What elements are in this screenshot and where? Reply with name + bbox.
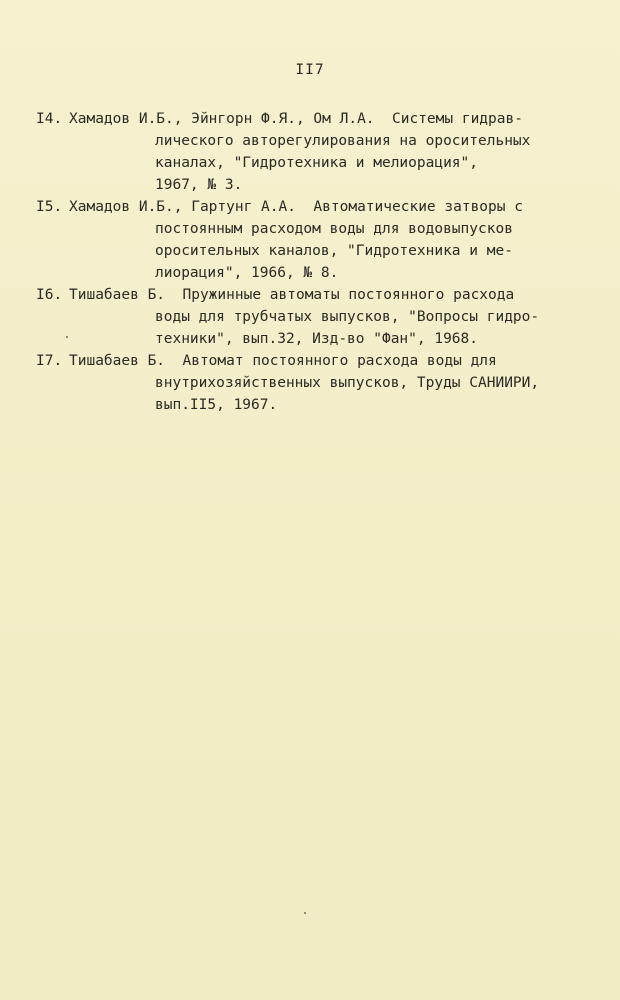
reference-line: 1967, № 3.	[155, 177, 243, 193]
reference-number: I7.	[36, 353, 63, 369]
reference-line: оросительных каналов, "Гидротехника и ме-	[155, 243, 513, 259]
reference-line: внутрихозяйственных выпусков, Труды САНИИРИ,	[155, 375, 540, 391]
reference-list	[36, 108, 596, 416]
reference-number: I4.	[36, 111, 63, 127]
reference-item	[36, 196, 596, 284]
page-number: II7	[295, 62, 325, 78]
reference-line: вып.II5, 1967.	[155, 397, 278, 413]
reference-line: Хамадов И.Б., Гартунг А.А. Автоматические затворы с	[69, 199, 523, 215]
reference-number: I6.	[36, 287, 63, 303]
reference-number: I5.	[36, 199, 63, 215]
reference-line: Хамадов И.Б., Эйнгорн Ф.Я., Ом Л.А. Системы гидрав-	[69, 111, 523, 127]
reference-line: воды для трубчатых выпусков, "Вопросы гидро-	[155, 309, 540, 325]
reference-item	[36, 284, 596, 350]
reference-item	[36, 108, 596, 196]
reference-line: каналах, "Гидротехника и мелиорация",	[155, 155, 479, 171]
reference-item	[36, 350, 596, 416]
reference-line: Тишабаев Б. Пружинные автоматы постоянного расхода	[69, 287, 515, 303]
paper-speck	[304, 912, 306, 914]
paper-speck	[66, 336, 68, 338]
reference-line: техники", вып.32, Изд-во "Фан", 1968.	[155, 331, 479, 347]
reference-line: лиорация", 1966, № 8.	[155, 265, 339, 281]
reference-line: лического авторегулирования на оросительных	[155, 133, 531, 149]
reference-line: Тишабаев Б. Автомат постоянного расхода воды для	[69, 353, 497, 369]
reference-line: постоянным расходом воды для водовыпусков	[155, 221, 513, 237]
